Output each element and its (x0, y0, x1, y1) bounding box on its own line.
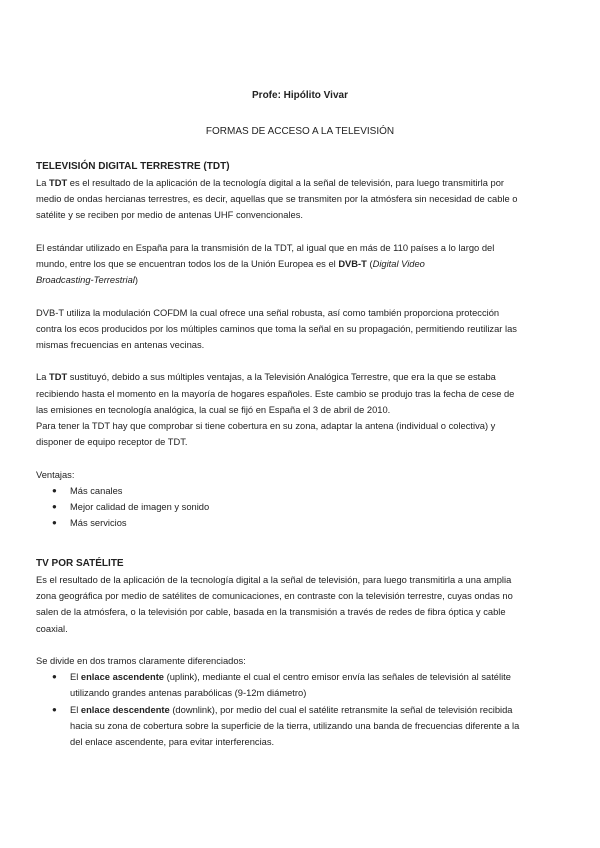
document-title: FORMAS DE ACCESO A LA TELEVISIÓN (205, 126, 395, 137)
advantages-label: Ventajas: (36, 469, 75, 480)
text: mismas frecuencias en antenas vecinas. (36, 340, 205, 350)
list-item-text: Mejor calidad de imagen y sonido (70, 502, 210, 512)
bullet-icon: ● (52, 704, 57, 714)
bullet-icon: ● (52, 518, 57, 528)
bold-text: enlace ascendente (80, 672, 165, 683)
advantages-list (36, 483, 564, 532)
text: ( (366, 259, 373, 269)
bold-text: enlace descendente (80, 704, 170, 715)
bold-text: DVB-T (338, 259, 367, 269)
section-heading-tdt: TELEVISIÓN DIGITAL TERRESTRE (TDT) (36, 161, 230, 172)
text: coaxial. (36, 623, 68, 634)
list-item (36, 515, 564, 531)
section-heading-satellite: TV POR SATÉLITE (36, 558, 124, 569)
text: satélite y se reciben por medio de antenas UHF convencionales. (36, 210, 303, 221)
paragraph (36, 175, 564, 224)
list-item (36, 499, 564, 515)
author-line: Profe: Hipólito Vivar (252, 90, 348, 101)
paragraph (36, 572, 564, 637)
text: La (36, 372, 49, 383)
text: salen de la atmósfera, o la televisión por cable, basada en la transmisión a través de redes de fibra óptica y cable (36, 607, 506, 618)
section-tdt (36, 159, 564, 531)
text: La (36, 178, 49, 188)
text: (uplink), mediante el cual el centro emisor envía las señales de televisión al satélite (164, 672, 511, 683)
list-item-text: Más servicios (70, 518, 127, 529)
text: mundo, entre los que se encuentran todos los de la Unión Europea es el (36, 259, 339, 269)
text: contra los ecos producidos por los múltiples caminos que toma la señal en su propagación, permitiendo reutilizar las (36, 323, 517, 334)
paragraph (36, 305, 564, 354)
paragraph: Se divide en dos tramos claramente diferenciados: (36, 656, 246, 666)
bullet-icon: ● (52, 672, 57, 682)
bullet-icon: ● (52, 502, 57, 511)
list-item (36, 483, 564, 499)
bold-text: TDT (49, 178, 68, 188)
text: del enlace ascendente, para evitar interferencias. (70, 737, 275, 748)
text: El estándar utilizado en España para la transmisión de la TDT, al igual que en más de 110 países a lo largo del (36, 242, 495, 253)
section-satellite (36, 556, 564, 750)
text: utilizando grandes antenas parabólicas (9-12m diámetro) (70, 688, 307, 699)
text: es el resultado de la aplicación de la tecnología digital a la señal de televisión, para luego transmitirla por (67, 178, 504, 188)
text: Para tener la TDT hay que comprobar si tiene cobertura en su zona, adaptar la antena (individual o colectiva) y (36, 421, 496, 431)
text: zona geográfica por medio de satélites de comunicaciones, en contraste con la televisión terrestre, cuyas ondas no (36, 591, 513, 602)
text: Es el resultado de la aplicación de la tecnología digital a la señal de televisión, para luego transmitirla a una amplia (36, 575, 512, 585)
italic-text: Broadcasting-Terrestrial (36, 275, 135, 286)
bold-text: TDT (49, 372, 68, 383)
text: las emisiones en tecnología analógica, la cual se fijó en España el 3 de abril de 2010. (36, 404, 391, 415)
paragraph (36, 369, 564, 450)
paragraph (36, 240, 564, 289)
bullet-icon: ● (52, 485, 57, 495)
text: DVB-T utiliza la modulación COFDM la cual ofrece una señal robusta, así como también proporciona protección (36, 307, 500, 318)
italic-text: Digital Video (372, 259, 425, 269)
links-list (36, 669, 564, 750)
list-item (36, 669, 564, 701)
text: disponer de equipo receptor de TDT. (36, 437, 188, 448)
text: El (70, 704, 81, 715)
text: El (70, 672, 81, 683)
list-item (36, 702, 564, 751)
list-item-text: Más canales (70, 485, 123, 496)
text: recibiendo hasta el momento en la mayoría de hogares españoles. Este cambio se produjo tras la fecha de cese de (36, 388, 515, 399)
text: medio de ondas hercianas terrestres, es decir, aquellas que se transmiten por la atmósfera sin necesidad de cable o (36, 194, 518, 205)
text: ) (134, 275, 138, 286)
text: (downlink), por medio del cual el satélite retransmite la señal de televisión recibida (169, 704, 513, 715)
text: sustituyó, debido a sus múltiples ventajas, a la Televisión Analógica Terrestre, que era la que se estaba (67, 372, 496, 383)
text: hacia su zona de cobertura sobre la superficie de la tierra, utilizando una banda de frecuencias diferente a la (70, 720, 520, 731)
